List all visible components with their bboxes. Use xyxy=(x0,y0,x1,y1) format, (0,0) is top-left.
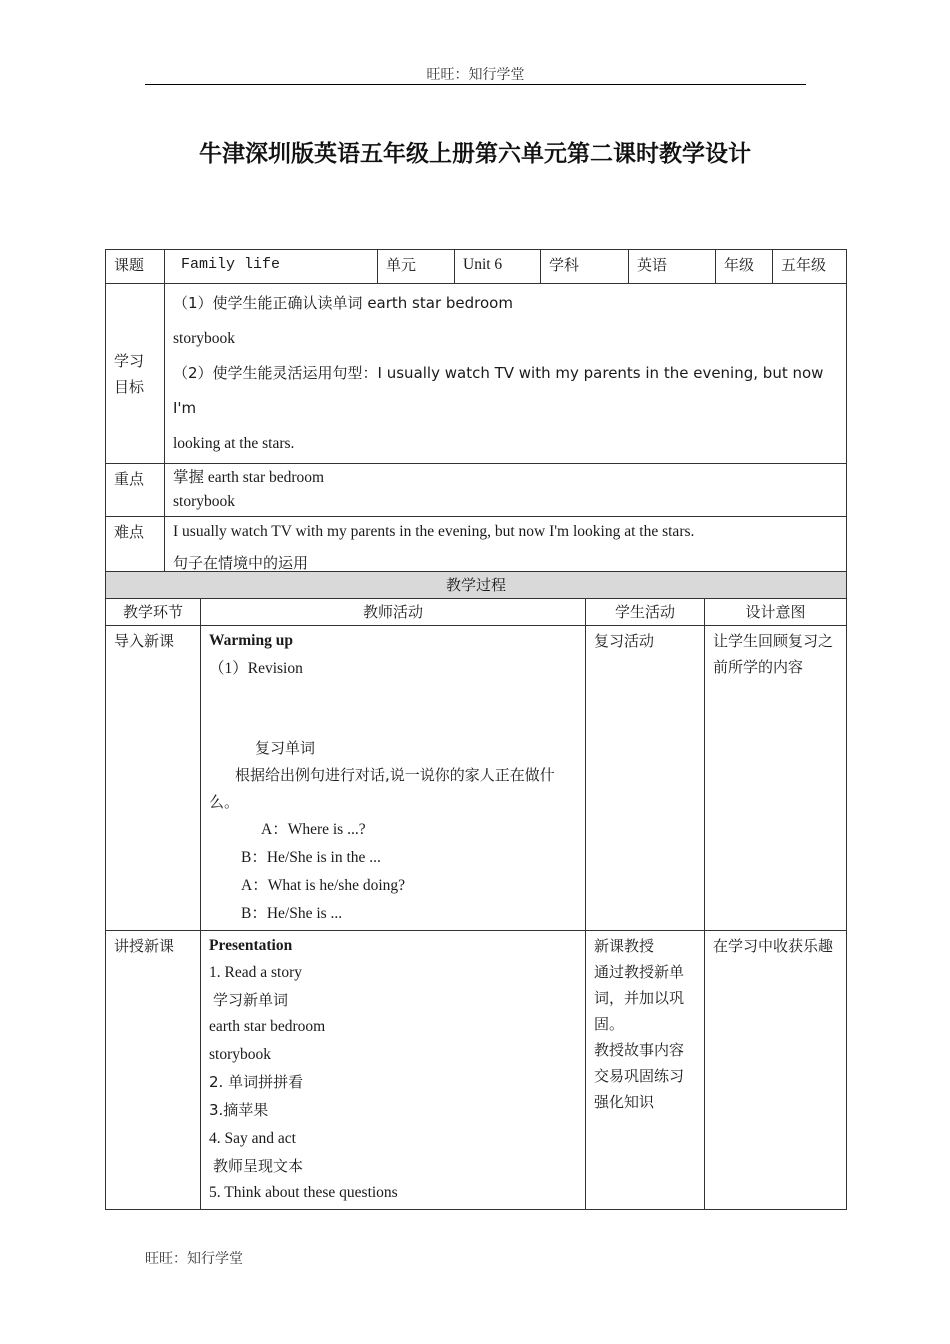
grade-value: 五年级 xyxy=(773,250,847,284)
student-activity-cell: 复习活动 xyxy=(586,626,705,931)
objective-line: （1）使学生能正确认读单词 earth star bedroom xyxy=(173,294,513,312)
topic-label: 课题 xyxy=(106,250,165,284)
design-intent-cell: 在学习中收获乐趣 xyxy=(705,931,847,1210)
teacher-heading: Presentation xyxy=(209,937,293,954)
teacher-line: 复习单词 xyxy=(255,739,316,757)
teacher-line: 3.摘苹果 xyxy=(209,1101,269,1119)
difficulty-line: I usually watch TV with my parents in the evening, but now I'm looking at the stars. xyxy=(173,523,695,540)
lesson-info-table xyxy=(105,249,847,586)
key-line: storybook xyxy=(173,493,235,510)
teacher-line: storybook xyxy=(209,1046,271,1063)
subject-value: 英语 xyxy=(629,250,716,284)
difficulty-label: 难点 xyxy=(106,517,165,586)
unit-value: Unit 6 xyxy=(455,250,541,284)
stage-cell: 讲授新课 xyxy=(106,931,201,1210)
subject-label: 学科 xyxy=(541,250,629,284)
teacher-line: B：He/She is in the ... xyxy=(241,849,381,866)
document-title: 牛津深圳版英语五年级上册第六单元第二课时教学设计 xyxy=(199,141,751,167)
design-intent-cell: 让学生回顾复习之前所学的内容 xyxy=(705,626,847,931)
objectives-label: 学习目标 xyxy=(106,284,165,464)
teacher-activity-cell xyxy=(201,931,586,1210)
objectives-cell xyxy=(165,284,847,464)
grade-label: 年级 xyxy=(716,250,773,284)
process-title: 教学过程 xyxy=(106,572,847,599)
teacher-line: B：He/She is ... xyxy=(241,905,343,922)
key-cell xyxy=(165,464,847,517)
objective-line: looking at the stars. xyxy=(173,435,295,452)
teacher-activity-cell xyxy=(201,626,586,931)
stage-cell: 导入新课 xyxy=(106,626,201,931)
header-stage: 教学环节 xyxy=(106,599,201,626)
teacher-line: 5. Think about these questions xyxy=(209,1184,398,1201)
key-line: 掌握 earth star bedroom xyxy=(173,469,325,486)
page-footer: 旺旺：知行学堂 xyxy=(145,1252,243,1267)
teacher-line: earth star bedroom xyxy=(209,1018,326,1035)
unit-label: 单元 xyxy=(378,250,455,284)
teacher-heading: Warming up xyxy=(209,632,293,649)
page-header: 旺旺：知行学堂 xyxy=(426,68,525,83)
header-student: 学生活动 xyxy=(586,599,705,626)
key-label: 重点 xyxy=(106,464,165,517)
teacher-line: 1. Read a story xyxy=(209,964,302,981)
student-line: 教授故事内容交易巩固练习强化知识 xyxy=(594,1041,685,1111)
header-intent: 设计意图 xyxy=(705,599,847,626)
teacher-line: A：What is he/she doing? xyxy=(241,877,406,894)
student-line: 通过教授新单词，并加以巩固。 xyxy=(594,963,685,1033)
objective-line: storybook xyxy=(173,330,235,347)
header-teacher: 教师活动 xyxy=(201,599,586,626)
difficulty-line: 句子在情境中的运用 xyxy=(173,554,309,572)
student-activity-cell xyxy=(586,931,705,1210)
teacher-line: A：Where is ...? xyxy=(261,821,366,838)
teacher-line: 2. 单词拼拼看 xyxy=(209,1073,304,1091)
teacher-line: 教师呈现文本 xyxy=(213,1157,304,1175)
header-rule xyxy=(145,84,806,85)
teacher-line: 根据给出例句进行对话,说一说你的家人正在做什么。 xyxy=(209,766,555,811)
teacher-line: 学习新单词 xyxy=(213,991,289,1009)
teacher-line: （1）Revision xyxy=(209,660,303,677)
topic-value: Family life xyxy=(165,250,378,284)
student-line: 新课教授 xyxy=(594,937,655,955)
objective-line: （2）使学生能灵活运用句型：I usually watch TV with my parents in the evening, but now I'm xyxy=(173,364,824,417)
teacher-line: 4. Say and act xyxy=(209,1130,296,1147)
teaching-process-table xyxy=(105,571,847,1210)
